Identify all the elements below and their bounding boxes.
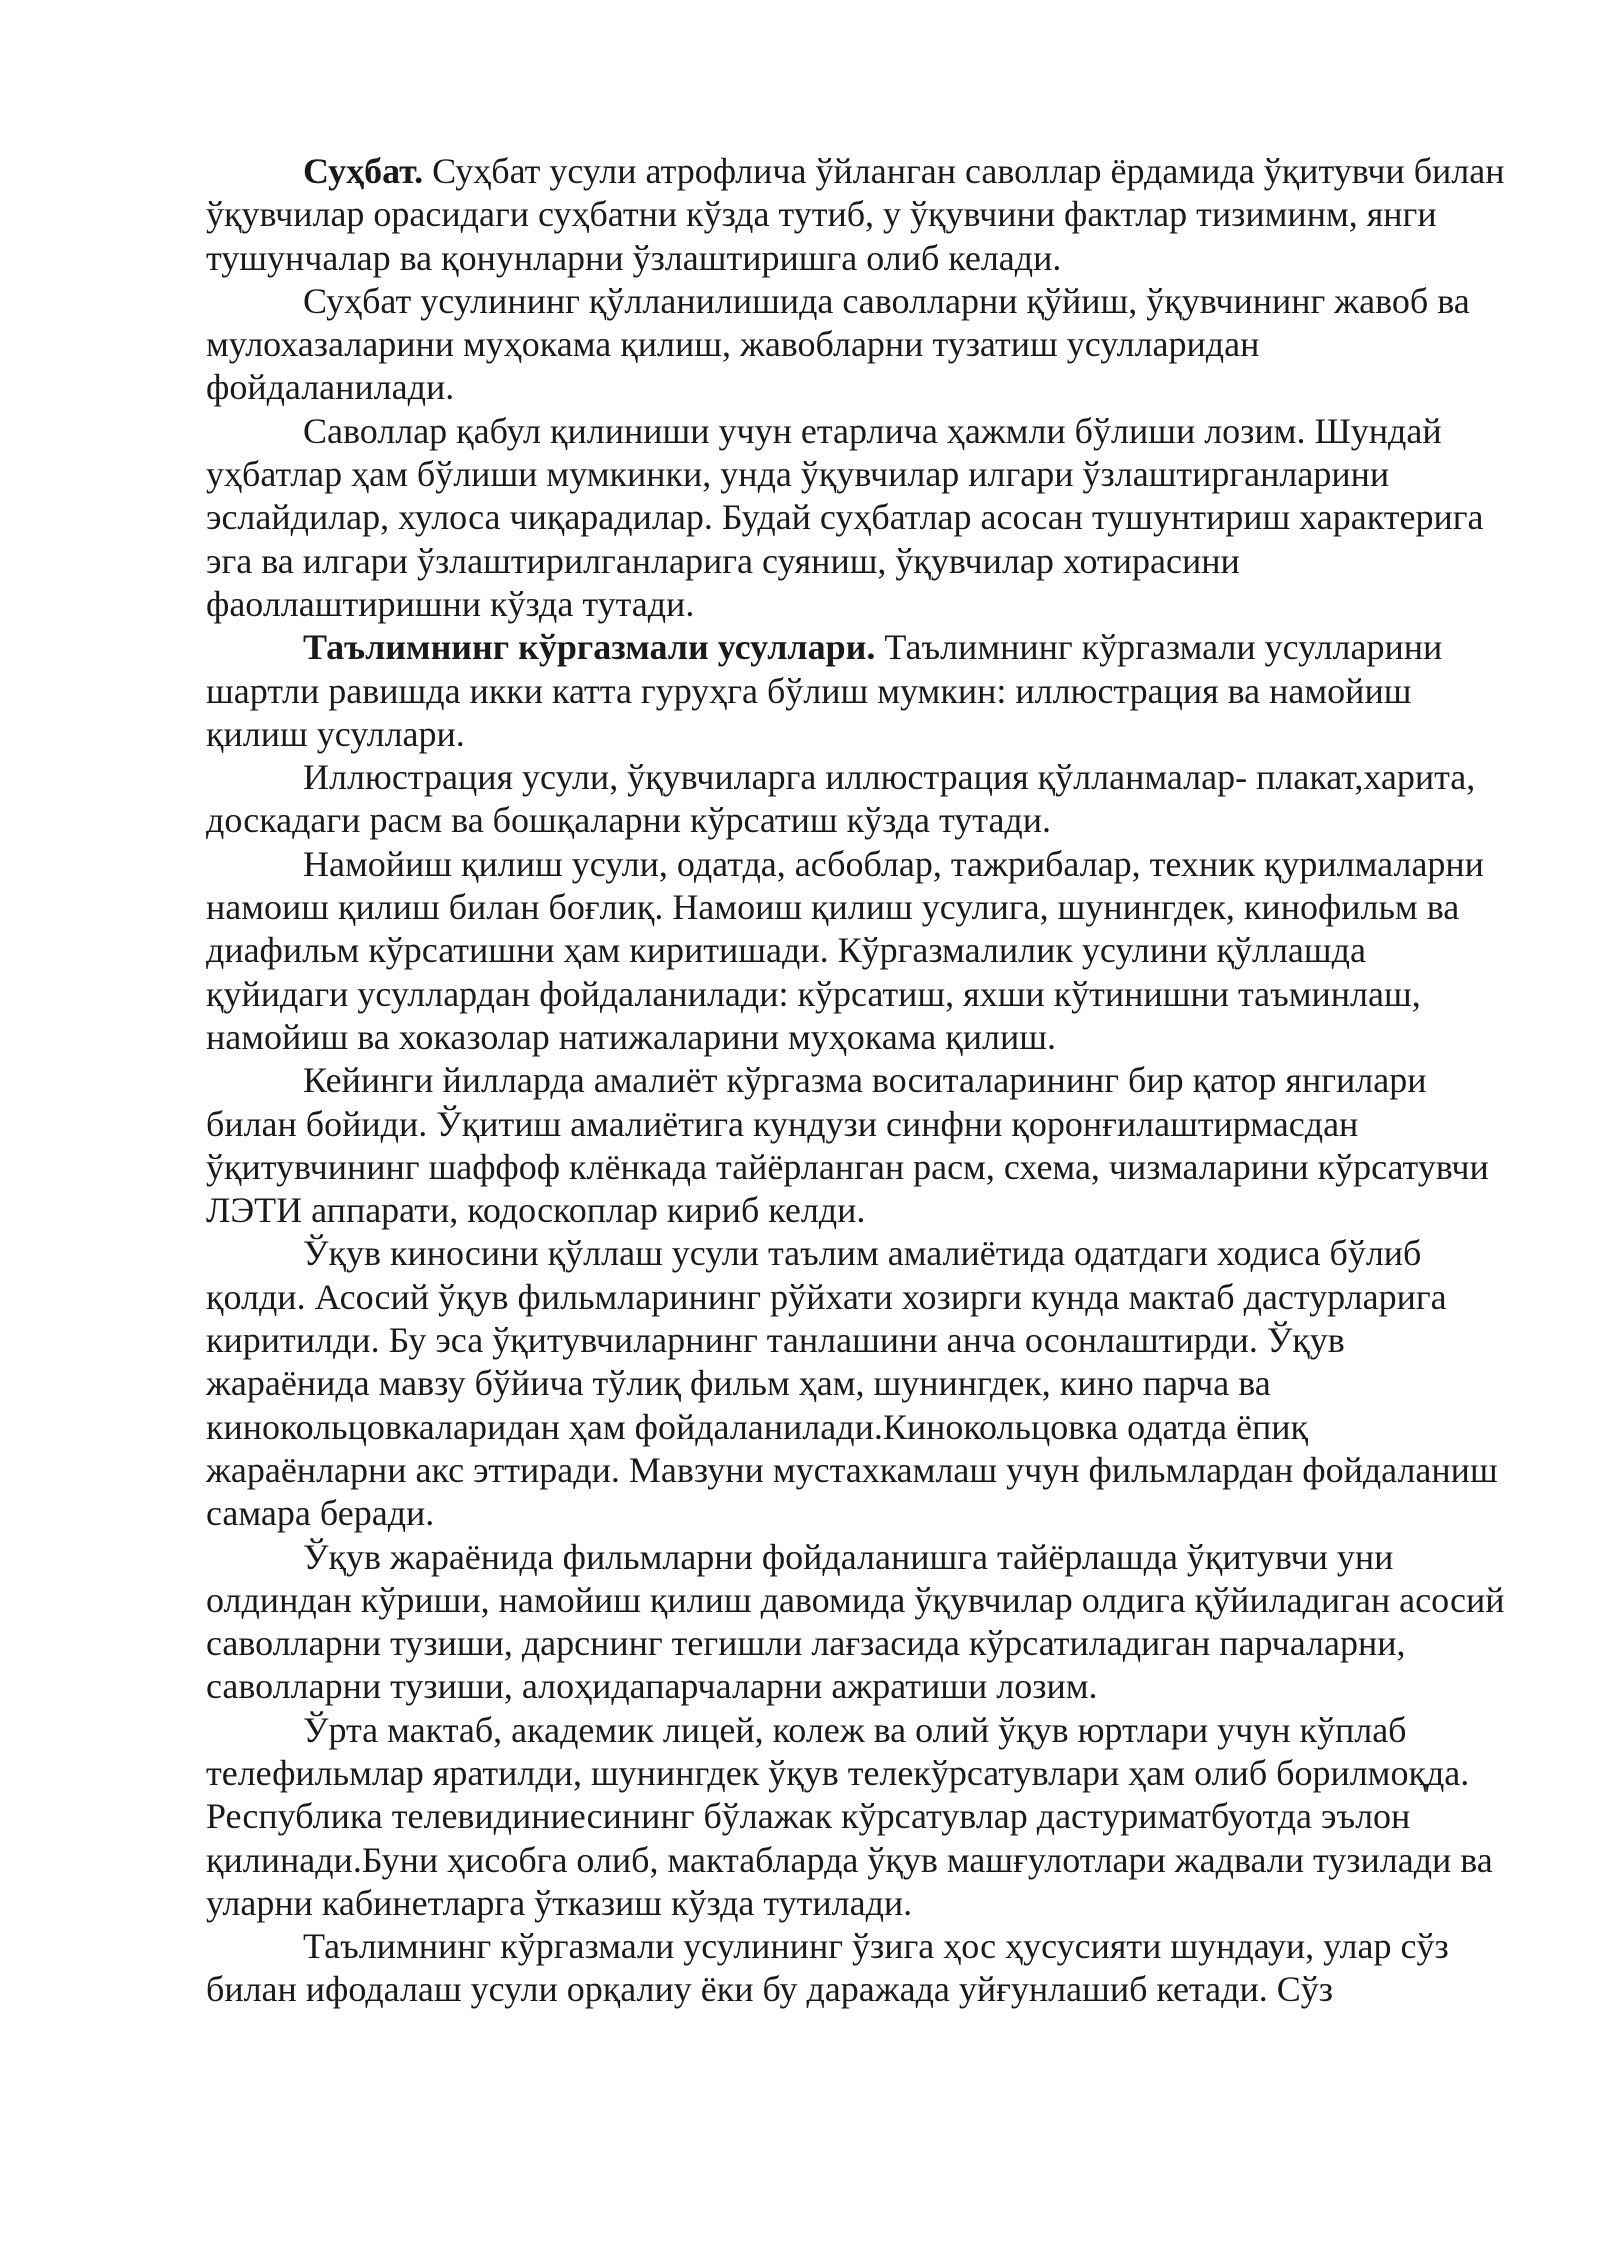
paragraph xyxy=(206,1059,1506,1232)
paragraph xyxy=(206,626,1506,756)
paragraph-text: Ўқув жараёнида фильмларни фойдаланишга тайёрлашда ўқитувчи уни олдиндан кўриши, намойиш қилиш давомида ўқувчилар олдига қўйиладиган асосий саволларни тузиши, дарснинг тегишли лағзасида кўрсатиладиган парчаларни, саволларни тузиши, алоҳидапарчаларни ажратиши лозим. xyxy=(206,1536,1505,1707)
paragraph-heading: Суҳбат. xyxy=(303,151,424,191)
paragraph-text: Кейинги йилларда амалиёт кўргазма воситаларининг бир қатор янгилари билан бойиди. Ўқитиш амалиётига кундузи синфни қоронғилаштирмасдан ўқитувчининг шаффоф клёнкада тайёрланган расм, схема, чизмаларини кўрсатувчи ЛЭТИ аппарати, кодоскоплар кириб келди. xyxy=(206,1060,1489,1231)
paragraph xyxy=(206,1709,1506,1925)
paragraph-text: Ўрта мактаб, академик лицей, колеж ва олий ўқув юртлари учун кўплаб телефильмлар яратилди, шунингдек ўқув телекўрсатувлари ҳам олиб борилмоқда. Республика телевидиниесининг бўлажак кўрсатувлар дастуриматбуотда эълон қилинади.Буни ҳисобга олиб, мактабларда ўқув машғулотлари жадвали тузилади ва уларни кабинетларга ўтказиш кўзда тутилади. xyxy=(206,1709,1493,1923)
document-body xyxy=(206,150,1506,2012)
paragraph-text: Саволлар қабул қилиниши учун етарлича ҳажмли бўлиши лозим. Шундай уҳбатлар ҳам бўлиши мумкинки, унда ўқувчилар илгари ўзлаштирганларини эслайдилар, хулоса чиқарадилар. Будай суҳбатлар асосан тушунтириш характерига эга ва илгари ўзлаштирилганларига суяниш, ўқувчилар хотирасини фаоллаштиришни кўзда тутади. xyxy=(206,410,1484,624)
paragraph xyxy=(206,1232,1506,1535)
paragraph-text: Таълимнинг кўргазмали усулларини шартли равишда икки катта гуруҳга бўлиш мумкин: иллюстрация ва намойиш қилиш усуллари. xyxy=(206,627,1443,754)
paragraph-text: Иллюстрация усули, ўқувчиларга иллюстрация қўлланмалар- плакат,харита, доскадаги расм ва бошқаларни кўрсатиш кўзда тутади. xyxy=(206,757,1476,841)
paragraph-heading: Таълимнинг кўргазмали усуллари. xyxy=(303,627,876,668)
paragraph xyxy=(206,756,1506,843)
paragraph xyxy=(206,280,1506,410)
paragraph-text: Суҳбат усули атрофлича ўйланган саволлар ёрдамида ўқитувчи билан ўқувчилар орасидаги суҳбатни кўзда тутиб, у ўқувчини фактлар тизиминм, янги тушунчалар ва қонунларни ўзлаштиришга олиб келади. xyxy=(206,151,1505,278)
paragraph xyxy=(206,1925,1506,2012)
paragraph xyxy=(206,410,1506,626)
paragraph-text: Намойиш қилиш усули, одатда, асбоблар, тажрибалар, техник қурилмаларни намоиш қилиш билан боғлиқ. Намоиш қилиш усулига, шунингдек, кинофильм ва диафильм кўрсатишни ҳам киритишади. Кўргазмалилик усулини қўллашда қуйидаги усуллардан фойдаланилади: кўрсатиш, яхши кўтинишни таъминлаш, намойиш ва хоказолар натижаларини муҳокама қилиш. xyxy=(206,843,1484,1057)
paragraph xyxy=(206,150,1506,280)
paragraph-text: Ўқув киносини қўллаш усули таълим амалиётида одатдаги ходиса бўлиб қолди. Асосий ўқув фильмларининг рўйхати хозирги кунда мактаб дастурларига киритилди. Бу эса ўқитувчиларнинг танлашини анча осонлаштирди. Ўқув жараёнида мавзу бўйича тўлиқ фильм ҳам, шунингдек, кино парча ва кинокольцовкаларидан ҳам фойдаланилади.Кинокольцовка одатда ёпиқ жараёнларни акс эттиради. Мавзуни мустахкамлаш учун фильмлардан фойдаланиш самара беради. xyxy=(206,1233,1498,1534)
paragraph xyxy=(206,843,1506,1059)
paragraph-text: Таълимнинг кўргазмали усулининг ўзига ҳос ҳусусияти шундауи, улар сўз билан ифодалаш усули орқалиу ёки бу даражада уйғунлашиб кетади. Сўз xyxy=(206,1926,1449,2010)
paragraph-text: Суҳбат усулининг қўлланилишида саволларни қўйиш, ўқувчининг жавоб ва мулохазаларини муҳокама қилиш, жавобларни тузатиш усулларидан фойдаланилади. xyxy=(206,280,1470,408)
paragraph xyxy=(206,1536,1506,1709)
